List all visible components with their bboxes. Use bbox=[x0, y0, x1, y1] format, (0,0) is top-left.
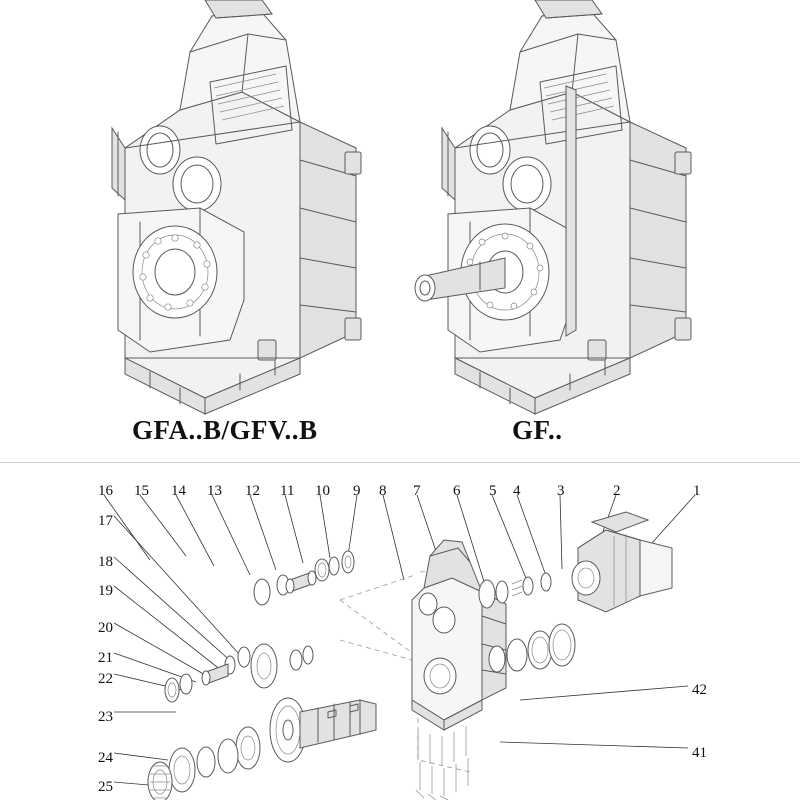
callout-top-3: 3 bbox=[557, 483, 565, 499]
section-divider bbox=[0, 462, 800, 463]
callout-right-41: 41 bbox=[692, 745, 707, 761]
callout-left-24: 24 bbox=[98, 750, 113, 766]
right-gearbox-drawing bbox=[415, 0, 691, 414]
callout-left-22: 22 bbox=[98, 671, 113, 687]
callout-top-6: 6 bbox=[453, 483, 461, 499]
callout-top-12: 12 bbox=[245, 483, 260, 499]
callout-top-11: 11 bbox=[280, 483, 295, 499]
callout-top-5: 5 bbox=[489, 483, 497, 499]
callout-left-17: 17 bbox=[98, 513, 113, 529]
callout-top-9: 9 bbox=[353, 483, 361, 499]
callout-top-2: 2 bbox=[613, 483, 621, 499]
callout-top-13: 13 bbox=[207, 483, 222, 499]
callout-left-20: 20 bbox=[98, 620, 113, 636]
exploded-shaft-middle bbox=[165, 644, 313, 702]
callout-left-18: 18 bbox=[98, 554, 113, 570]
caption-gf: GF.. bbox=[512, 415, 563, 445]
left-gearbox-drawing bbox=[112, 0, 361, 414]
callout-top-10: 10 bbox=[315, 483, 330, 499]
exploded-gear-bottom bbox=[148, 698, 376, 800]
callout-left-21: 21 bbox=[98, 650, 113, 666]
callout-top-16: 16 bbox=[98, 483, 113, 499]
callout-left-25: 25 bbox=[98, 779, 113, 795]
callout-top-14: 14 bbox=[171, 483, 186, 499]
exploded-motor-adapter bbox=[572, 512, 672, 612]
exploded-assembly-artwork bbox=[104, 495, 695, 800]
callout-top-7: 7 bbox=[413, 483, 421, 499]
caption-gfa-b-gfv-b: GFA..B/GFV..B bbox=[132, 415, 318, 445]
exploded-shaft-upper bbox=[254, 551, 354, 605]
callout-top-1: 1 bbox=[693, 483, 701, 499]
callout-left-23: 23 bbox=[98, 709, 113, 725]
callout-right-42: 42 bbox=[692, 682, 707, 698]
callout-top-8: 8 bbox=[379, 483, 387, 499]
callout-top-15: 15 bbox=[134, 483, 149, 499]
callout-left-19: 19 bbox=[98, 583, 113, 599]
callout-top-4: 4 bbox=[513, 483, 521, 499]
